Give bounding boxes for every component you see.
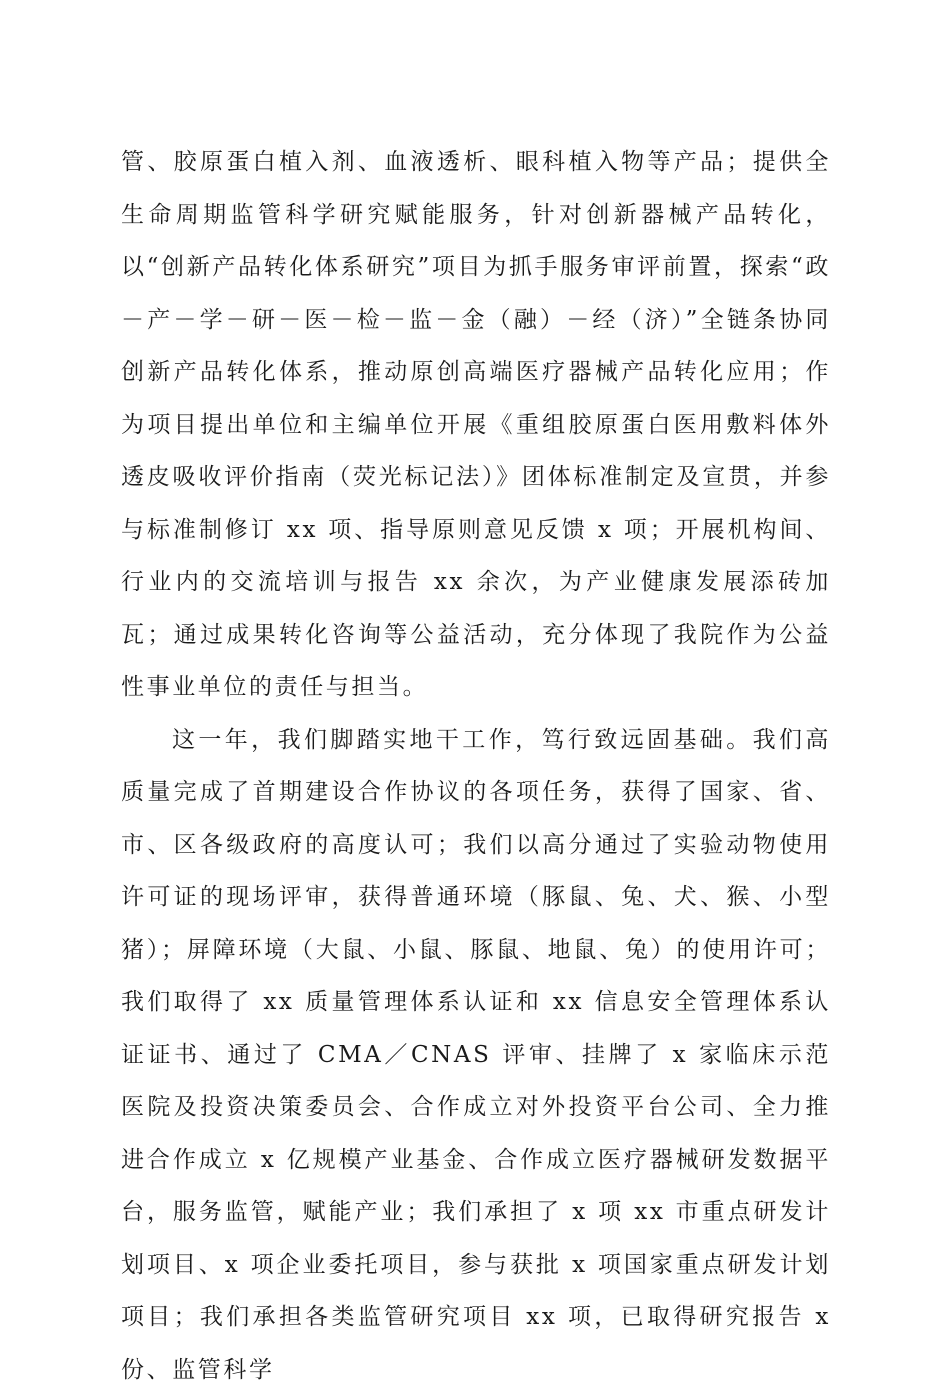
paragraph-continuation: 管、胶原蛋白植入剂、血液透析、眼科植入物等产品；提供全生命周期监管科学研究赋能服务，针对创新器械产品转化，以“创新产品转化体系研究”项目为抓手服务审评前置，探索“政－产－学－研－医－检－监－金（融）－经（济）”全链条协同创新产品转化体系，推动原创高端医疗器械产品转化应用；作为项目提出单位和主编单位开展《重组胶原蛋白医用敷料体外透皮吸收评价指南（荧光标记法）》团体标准制定及宣贯，并参与标准制修订 xx 项、指导原则意见反馈 x 项；开展机构间、行业内的交流培训与报告 xx 余次，为产业健康发展添砖加瓦；通过成果转化咨询等公益活动，充分体现了我院作为公益性事业单位的责任与担当。 — [121, 136, 831, 714]
document-body — [121, 136, 831, 1396]
paragraph-year-summary: 这一年，我们脚踏实地干工作，笃行致远固基础。我们高质量完成了首期建设合作协议的各项任务，获得了国家、省、市、区各级政府的高度认可；我们以高分通过了实验动物使用许可证的现场评审，获得普通环境（豚鼠、兔、犬、猴、小型猪）；屏障环境（大鼠、小鼠、豚鼠、地鼠、兔）的使用许可；我们取得了 xx 质量管理体系认证和 xx 信息安全管理体系认证证书、通过了 CMA／CNAS 评审、挂牌了 x 家临床示范医院及投资决策委员会、合作成立对外投资平台公司、全力推进合作成立 x 亿规模产业基金、合作成立医疗器械研发数据平台，服务监管，赋能产业；我们承担了 x 项 xx 市重点研发计划项目、x 项企业委托项目，参与获批 x 项国家重点研发计划项目；我们承担各类监管研究项目 xx 项，已取得研究报告 x 份、监管科学 — [121, 714, 831, 1396]
